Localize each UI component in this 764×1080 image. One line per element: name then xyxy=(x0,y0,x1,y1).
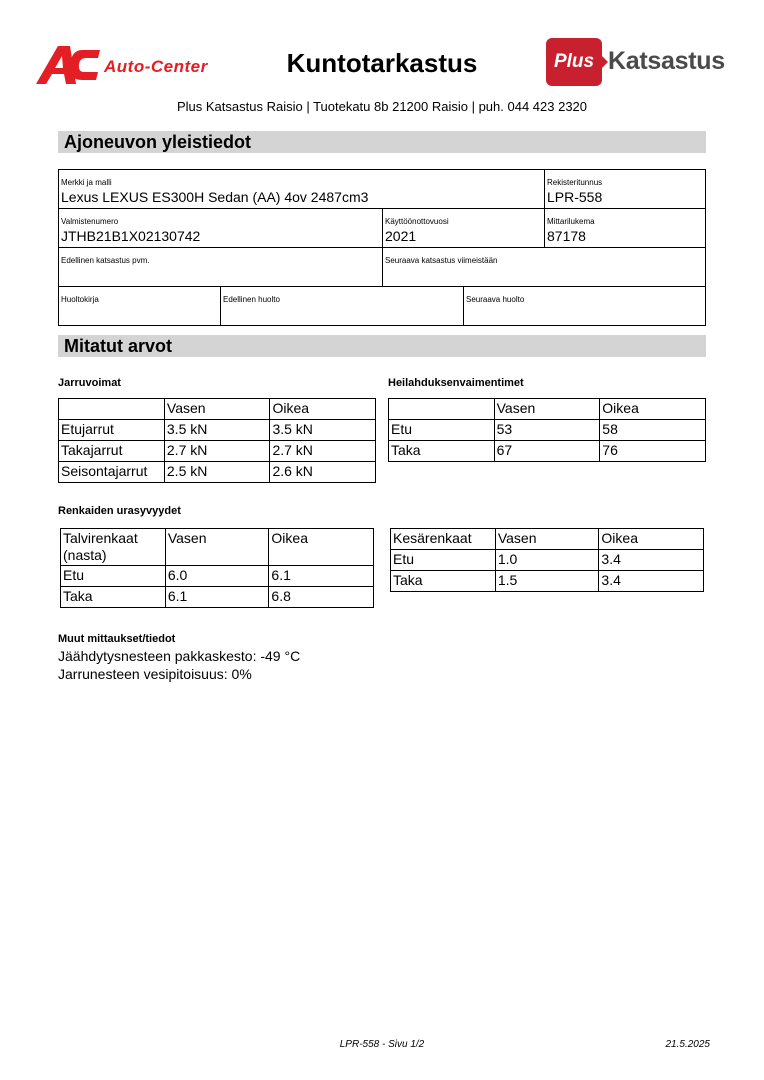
table-cell: 6.1 xyxy=(165,587,269,608)
table-cell: 3.5 kN xyxy=(270,420,376,441)
odometer-label: Mittarilukema xyxy=(547,217,595,226)
table-header-cell: Vasen xyxy=(165,529,269,566)
registration-value: LPR-558 xyxy=(547,189,603,205)
brake-fluid-water-line: Jarrunesteen vesipitoisuus: 0% xyxy=(58,666,252,682)
shocks-table xyxy=(388,398,706,462)
coolant-freeze-line: Jäähdytysnesteen pakkaskesto: -49 °C xyxy=(58,648,301,664)
table-row xyxy=(61,529,374,566)
table-row xyxy=(389,420,706,441)
plus-badge: Plus xyxy=(546,38,602,86)
measurements-section-title: Mitatut arvot xyxy=(58,335,706,357)
other-measurements-title: Muut mittaukset/tiedot xyxy=(58,633,176,645)
table-cell: Taka xyxy=(389,441,495,462)
table-row xyxy=(389,441,706,462)
table-header-cell: Oikea xyxy=(599,529,704,550)
table-cell: Seisontajarrut xyxy=(59,462,165,483)
odometer-value: 87178 xyxy=(547,228,586,244)
auto-center-logo-text: Auto-Center xyxy=(104,57,208,76)
table-cell: 1.0 xyxy=(495,550,599,571)
registration-cell xyxy=(544,169,706,209)
previous-service-label: Edellinen huolto xyxy=(223,295,280,304)
table-cell: 6.8 xyxy=(269,587,374,608)
plus-katsastus-logo xyxy=(546,36,730,90)
next-inspection-cell xyxy=(382,247,706,287)
table-cell: 67 xyxy=(494,441,600,462)
table-row xyxy=(61,566,374,587)
make-model-cell xyxy=(58,169,545,209)
table-cell: 6.0 xyxy=(165,566,269,587)
table-cell: 2.6 kN xyxy=(270,462,376,483)
table-row xyxy=(59,441,376,462)
table-cell: 2.7 kN xyxy=(164,441,270,462)
table-header-cell: Vasen xyxy=(494,399,600,420)
table-cell: Etu xyxy=(61,566,166,587)
next-inspection-label: Seuraava katsastus viimeistään xyxy=(385,256,498,265)
table-cell: 58 xyxy=(600,420,706,441)
table-cell: Etu xyxy=(389,420,495,441)
table-cell: Takajarrut xyxy=(59,441,165,462)
tread-depth-title: Renkaiden urasyvyydet xyxy=(58,505,181,517)
make-model-label: Merkki ja malli xyxy=(61,178,112,187)
table-row xyxy=(389,399,706,420)
table-row xyxy=(391,550,704,571)
table-cell: 1.5 xyxy=(495,571,599,592)
table-row xyxy=(391,529,704,550)
katsastus-logo-text: Katsastus xyxy=(608,47,725,75)
document-title: Kuntotarkastus xyxy=(286,48,478,78)
table-cell: 6.1 xyxy=(269,566,374,587)
service-book-cell xyxy=(58,286,221,326)
brakes-title: Jarruvoimat xyxy=(58,377,121,389)
table-cell xyxy=(59,399,165,420)
vehicle-section-title: Ajoneuvon yleistiedot xyxy=(58,131,706,153)
previous-inspection-label: Edellinen katsastus pvm. xyxy=(61,256,150,265)
page-info: LPR-558 - Sivu 1/2 xyxy=(339,1039,425,1050)
first-use-year-value: 2021 xyxy=(385,228,417,244)
table-row xyxy=(59,399,376,420)
table-row xyxy=(61,587,374,608)
table-cell: 76 xyxy=(600,441,706,462)
table-row xyxy=(59,420,376,441)
table-header-cell: Oikea xyxy=(600,399,706,420)
table-header-cell: Vasen xyxy=(164,399,270,420)
previous-service-cell xyxy=(220,286,464,326)
make-model-value: Lexus LEXUS ES300H Sedan (AA) 4ov 2487cm3 xyxy=(61,189,369,205)
vin-label: Valmistenumero xyxy=(61,217,119,226)
vin-cell xyxy=(58,208,383,248)
table-cell: 3.5 kN xyxy=(164,420,270,441)
table-cell: 2.7 kN xyxy=(270,441,376,462)
service-book-label: Huoltokirja xyxy=(61,295,99,304)
table-row xyxy=(391,571,704,592)
table-cell xyxy=(389,399,495,420)
next-service-cell xyxy=(463,286,706,326)
first-use-year-cell xyxy=(382,208,545,248)
registration-label: Rekisteritunnus xyxy=(547,178,603,187)
table-header-cell: Kesärenkaat xyxy=(391,529,496,550)
first-use-year-label: Käyttöönottovuosi xyxy=(385,217,449,226)
shocks-title: Heilahduksenvaimentimet xyxy=(388,377,524,389)
previous-inspection-cell xyxy=(58,247,383,287)
table-header-cell: Oikea xyxy=(269,529,374,566)
document-date: 21.5.2025 xyxy=(665,1039,710,1050)
odometer-cell xyxy=(544,208,706,248)
table-cell: Taka xyxy=(391,571,496,592)
station-address: Plus Katsastus Raisio | Tuotekatu 8b 21200 Raisio | puh. 044 423 2320 xyxy=(176,99,588,114)
table-header-cell: Talvirenkaat (nasta) xyxy=(61,529,166,566)
table-cell: 53 xyxy=(494,420,600,441)
table-header-cell: Oikea xyxy=(270,399,376,420)
table-cell: Taka xyxy=(61,587,166,608)
table-cell: 3.4 xyxy=(599,550,704,571)
summer-tyres-table xyxy=(390,528,704,592)
winter-tyres-table xyxy=(60,528,374,608)
table-header-cell: Vasen xyxy=(495,529,599,550)
table-row xyxy=(59,462,376,483)
next-service-label: Seuraava huolto xyxy=(466,295,525,304)
table-cell: Etujarrut xyxy=(59,420,165,441)
table-cell: Etu xyxy=(391,550,496,571)
vin-value: JTHB21B1X02130742 xyxy=(61,228,201,244)
table-cell: 2.5 kN xyxy=(164,462,270,483)
brakes-table xyxy=(58,398,376,483)
table-cell: 3.4 xyxy=(599,571,704,592)
